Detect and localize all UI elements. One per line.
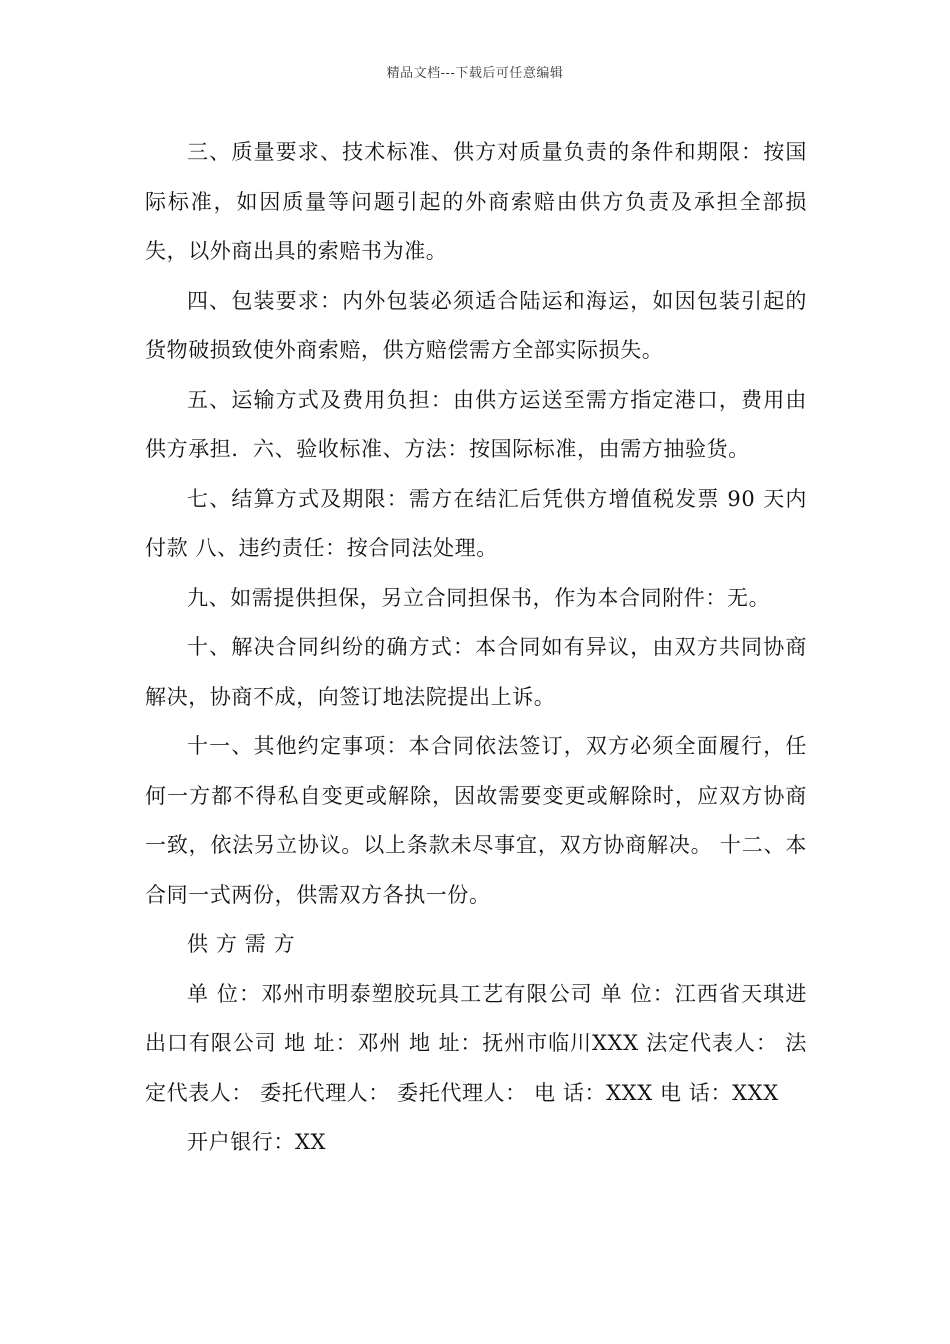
parties-details: 单 位：邓州市明泰塑胶玩具工艺有限公司 单 位：江西省天琪进出口有限公司 地 址：邓州 地 址：抚州市临川XXX 法定代表人： 法定代表人： 委托代理人： 委托代理人： 电 话：XXX 电 话：XXX <box>145 981 807 1105</box>
clause-quality: 三、质量要求、技术标准、供方对质量负责的条件和期限：按国际标准，如因质量等问题引起的外商索赔由供方负责及承担全部损失，以外商出具的索赔书为准。 <box>145 140 807 263</box>
document-body <box>145 128 807 1168</box>
clause-dispute: 十、解决合同纠纷的确方式：本合同如有异议，由双方共同协商解决，协商不成，向签订地法院提出上诉。 <box>145 635 807 709</box>
clause-packaging: 四、包装要求：内外包装必须适合陆运和海运，如因包装引起的货物破损致使外商索赔，供方赔偿需方全部实际损失。 <box>145 288 807 362</box>
clause-guarantee: 九、如需提供担保，另立合同担保书，作为本合同附件：无。 <box>187 585 771 610</box>
clause-settlement-liability: 七、结算方式及期限：需方在结汇后凭供方增值税发票 90 天内付款 八、违约责任：按合同法处理。 <box>145 486 807 560</box>
clause-other-matters: 十一、其他约定事项：本合同依法签订，双方必须全面履行，任何一方都不得私自变更或解除，因故需要变更或解除时，应双方协商一致，依法另立协议。以上条款未尽事宜，双方协商解决。 十二、本合同一式两份，供需双方各执一份。 <box>145 734 807 907</box>
clause-transport-inspection: 五、运输方式及费用负担：由供方运送至需方指定港口，费用由供方承担．六、验收标准、方法：按国际标准，由需方抽验货。 <box>145 387 807 461</box>
parties-heading: 供 方 需 方 <box>187 932 296 956</box>
page-header: 精品文档---下载后可任意编辑 <box>386 66 564 81</box>
bank-info: 开户银行：XX <box>187 1130 327 1154</box>
